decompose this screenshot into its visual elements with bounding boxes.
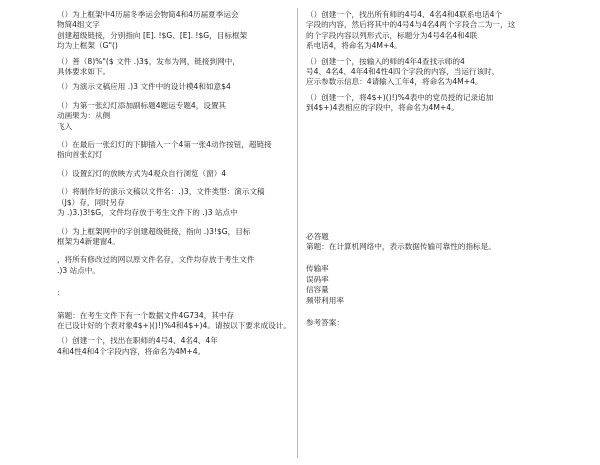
- section-title: 必答题: [306, 231, 329, 241]
- right-text-line: 号4、4名4、4年4和4性4四个字段的内容，当运行该时，: [306, 67, 500, 77]
- left-text-line: （）为上框架网中的字创建超级链接，指向 .)3!$G，目标: [57, 226, 251, 236]
- left-text-line: ：: [57, 288, 65, 298]
- left-text-line: 在已设计好的个表对象4$+)()!)%4和4$+)4。请按以下要求成设计。: [57, 320, 291, 330]
- question-text: 第题：在计算机网络中，表示数据传输可靠性的指标是。: [306, 242, 496, 252]
- left-text-line: 飞入: [57, 121, 73, 131]
- right-text-line: （）创建一个，找出所有师的4号4、4名4和4联系电话4个: [306, 10, 503, 19]
- answer-line: 参考答案：: [306, 318, 344, 328]
- right-text-line: 系电话4，将命名为4M+4。: [306, 41, 402, 51]
- option-c: 信容量: [306, 285, 329, 295]
- left-text-line: 指向首张幻灯: [57, 150, 103, 160]
- left-text-line: 动画果为：从侧: [57, 111, 111, 121]
- left-text-line: 框架为4新建窗4。: [57, 236, 120, 246]
- left-text-line: （）为演示文稿应用 .)3 文件中的设计模4和如意$4: [57, 82, 231, 92]
- left-text-line: .)3 站点中。: [57, 265, 100, 275]
- left-text-line: 创建超级链接，分别指向 [E]. !$G、[E]. !$G，目标框架: [57, 30, 248, 40]
- right-column-text: [306, 10, 546, 114]
- right-text-line: 到4$+)4表相应的字段中，将命名为4M+4。: [306, 103, 459, 113]
- left-text-line: 第题：在考生文件下有一个数据文件4G734，其中存: [57, 310, 235, 320]
- option-d: 频带利用率: [306, 295, 344, 305]
- left-text-line: 为 .)3.)3!$G，文件均存放于考生文件下的 .)3 站点中: [57, 208, 238, 218]
- left-text-line: （）善（8)%"($ 文件 .)3$，发布为网，链接到网中，: [57, 56, 240, 66]
- left-text-line: （）为上框架中4历届冬季运会物简4和4历届夏季运会: [57, 10, 239, 19]
- right-text-line: 字段的内容，然后将其中的4号4与4名4两个字段合二为一，这: [306, 20, 516, 30]
- option-a: 传输率: [306, 264, 329, 274]
- left-text-line: （）设置幻灯的放映方式为4观众自行浏览（窗）4: [57, 168, 227, 178]
- left-text-line: （）为第一张幻灯添加副标题4题运专题4，设置其: [57, 100, 227, 110]
- left-column: [57, 10, 292, 357]
- column-divider: [297, 8, 298, 458]
- right-text-line: 的个字段内容以列形式示，标题分为4号4名4和4联: [306, 30, 478, 40]
- left-text-line: 4和4性4和4个字段内容，将命名为4M+4。: [57, 346, 206, 356]
- left-text-line: （）将制作好的演示文稿以文件名：.)3，文件类型：演示文稿: [57, 187, 265, 197]
- left-text-line: ，将所有修改过的网以原文件名存，文件均存放于考生文件: [57, 255, 255, 265]
- right-column: [306, 10, 546, 329]
- left-text-line: 物简4组文字: [57, 20, 100, 30]
- left-text-line: 具体要求如下。: [57, 67, 111, 77]
- right-text-line: （）创建一个，将4$+)()!)%4表中的党员授的记录追加: [306, 92, 494, 102]
- left-text-line: （）在最后一张幻灯的下脚插入一个4第一张4动作按钮，超链接: [57, 140, 272, 150]
- left-text-line: （）创建一个，找出在职师的4号4、4名4、4年: [57, 336, 218, 346]
- right-text-line: 应示参数示信息：4请输入工年4，将命名为4M+4。: [306, 77, 483, 87]
- left-text-line: 均为上框架（G"(): [57, 41, 118, 51]
- right-text-line: （）创建一个，按输入的师的4年4查找示师的4: [306, 56, 465, 66]
- left-text-line: （J$）存，同时另存: [57, 197, 125, 207]
- option-b: 误码率: [306, 274, 329, 284]
